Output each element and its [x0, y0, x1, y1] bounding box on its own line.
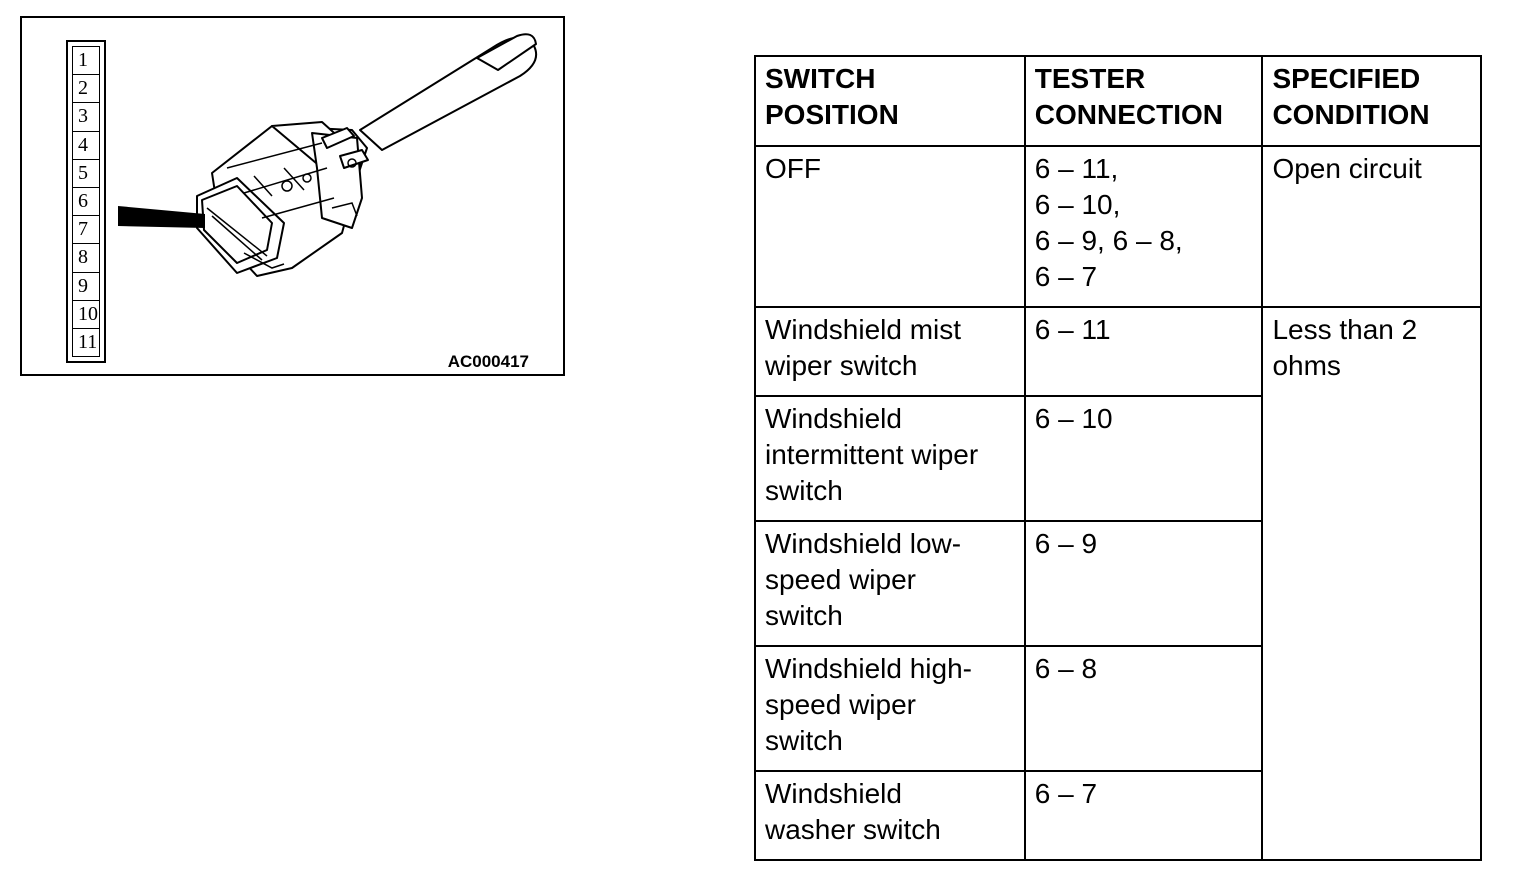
pin-label: 4: [72, 131, 100, 159]
tester-connection-cell: 6 – 9: [1025, 521, 1263, 646]
tester-connection-cell: 6 – 8: [1025, 646, 1263, 771]
table-row: [755, 146, 1481, 307]
table-row: [755, 307, 1481, 396]
pin-label: 2: [72, 74, 100, 102]
switch-inspection-table: [754, 55, 1482, 861]
table-header-row: [755, 56, 1481, 146]
pin-label: 10: [72, 300, 100, 328]
pin-label: 9: [72, 272, 100, 300]
header-specified-condition: SPECIFIED CONDITION: [1262, 56, 1481, 146]
connector-pin-strip: [66, 40, 106, 363]
tester-connection-cell: 6 – 7: [1025, 771, 1263, 860]
pin-label: 1: [72, 46, 100, 74]
switch-position-cell: Windshield mist wiper switch: [755, 307, 1025, 396]
figure-id: AC000417: [447, 352, 529, 371]
header-switch-position: SWITCH POSITION: [755, 56, 1025, 146]
pointer-arrow: [118, 206, 205, 228]
pin-label: 7: [72, 215, 100, 243]
connector-figure: [20, 16, 565, 376]
switch-position-cell: Windshield washer switch: [755, 771, 1025, 860]
switch-position-cell: Windshield low- speed wiper switch: [755, 521, 1025, 646]
pin-label: 5: [72, 159, 100, 187]
specified-condition-cell: Open circuit: [1262, 146, 1481, 307]
pin-label: 6: [72, 187, 100, 215]
pin-label: 3: [72, 102, 100, 130]
specified-condition-cell: Less than 2 ohms: [1262, 307, 1481, 860]
pin-label: 11: [72, 328, 100, 357]
pin-label: 8: [72, 243, 100, 271]
switch-position-cell: Windshield high- speed wiper switch: [755, 646, 1025, 771]
switch-position-cell: Windshield intermittent wiper switch: [755, 396, 1025, 521]
header-tester-connection: TESTER CONNECTION: [1025, 56, 1263, 146]
switch-position-cell: OFF: [755, 146, 1025, 307]
tester-connection-cell: 6 – 10: [1025, 396, 1263, 521]
tester-connection-cell: 6 – 11: [1025, 307, 1263, 396]
tester-connection-cell: 6 – 11, 6 – 10, 6 – 9, 6 – 8, 6 – 7: [1025, 146, 1263, 307]
